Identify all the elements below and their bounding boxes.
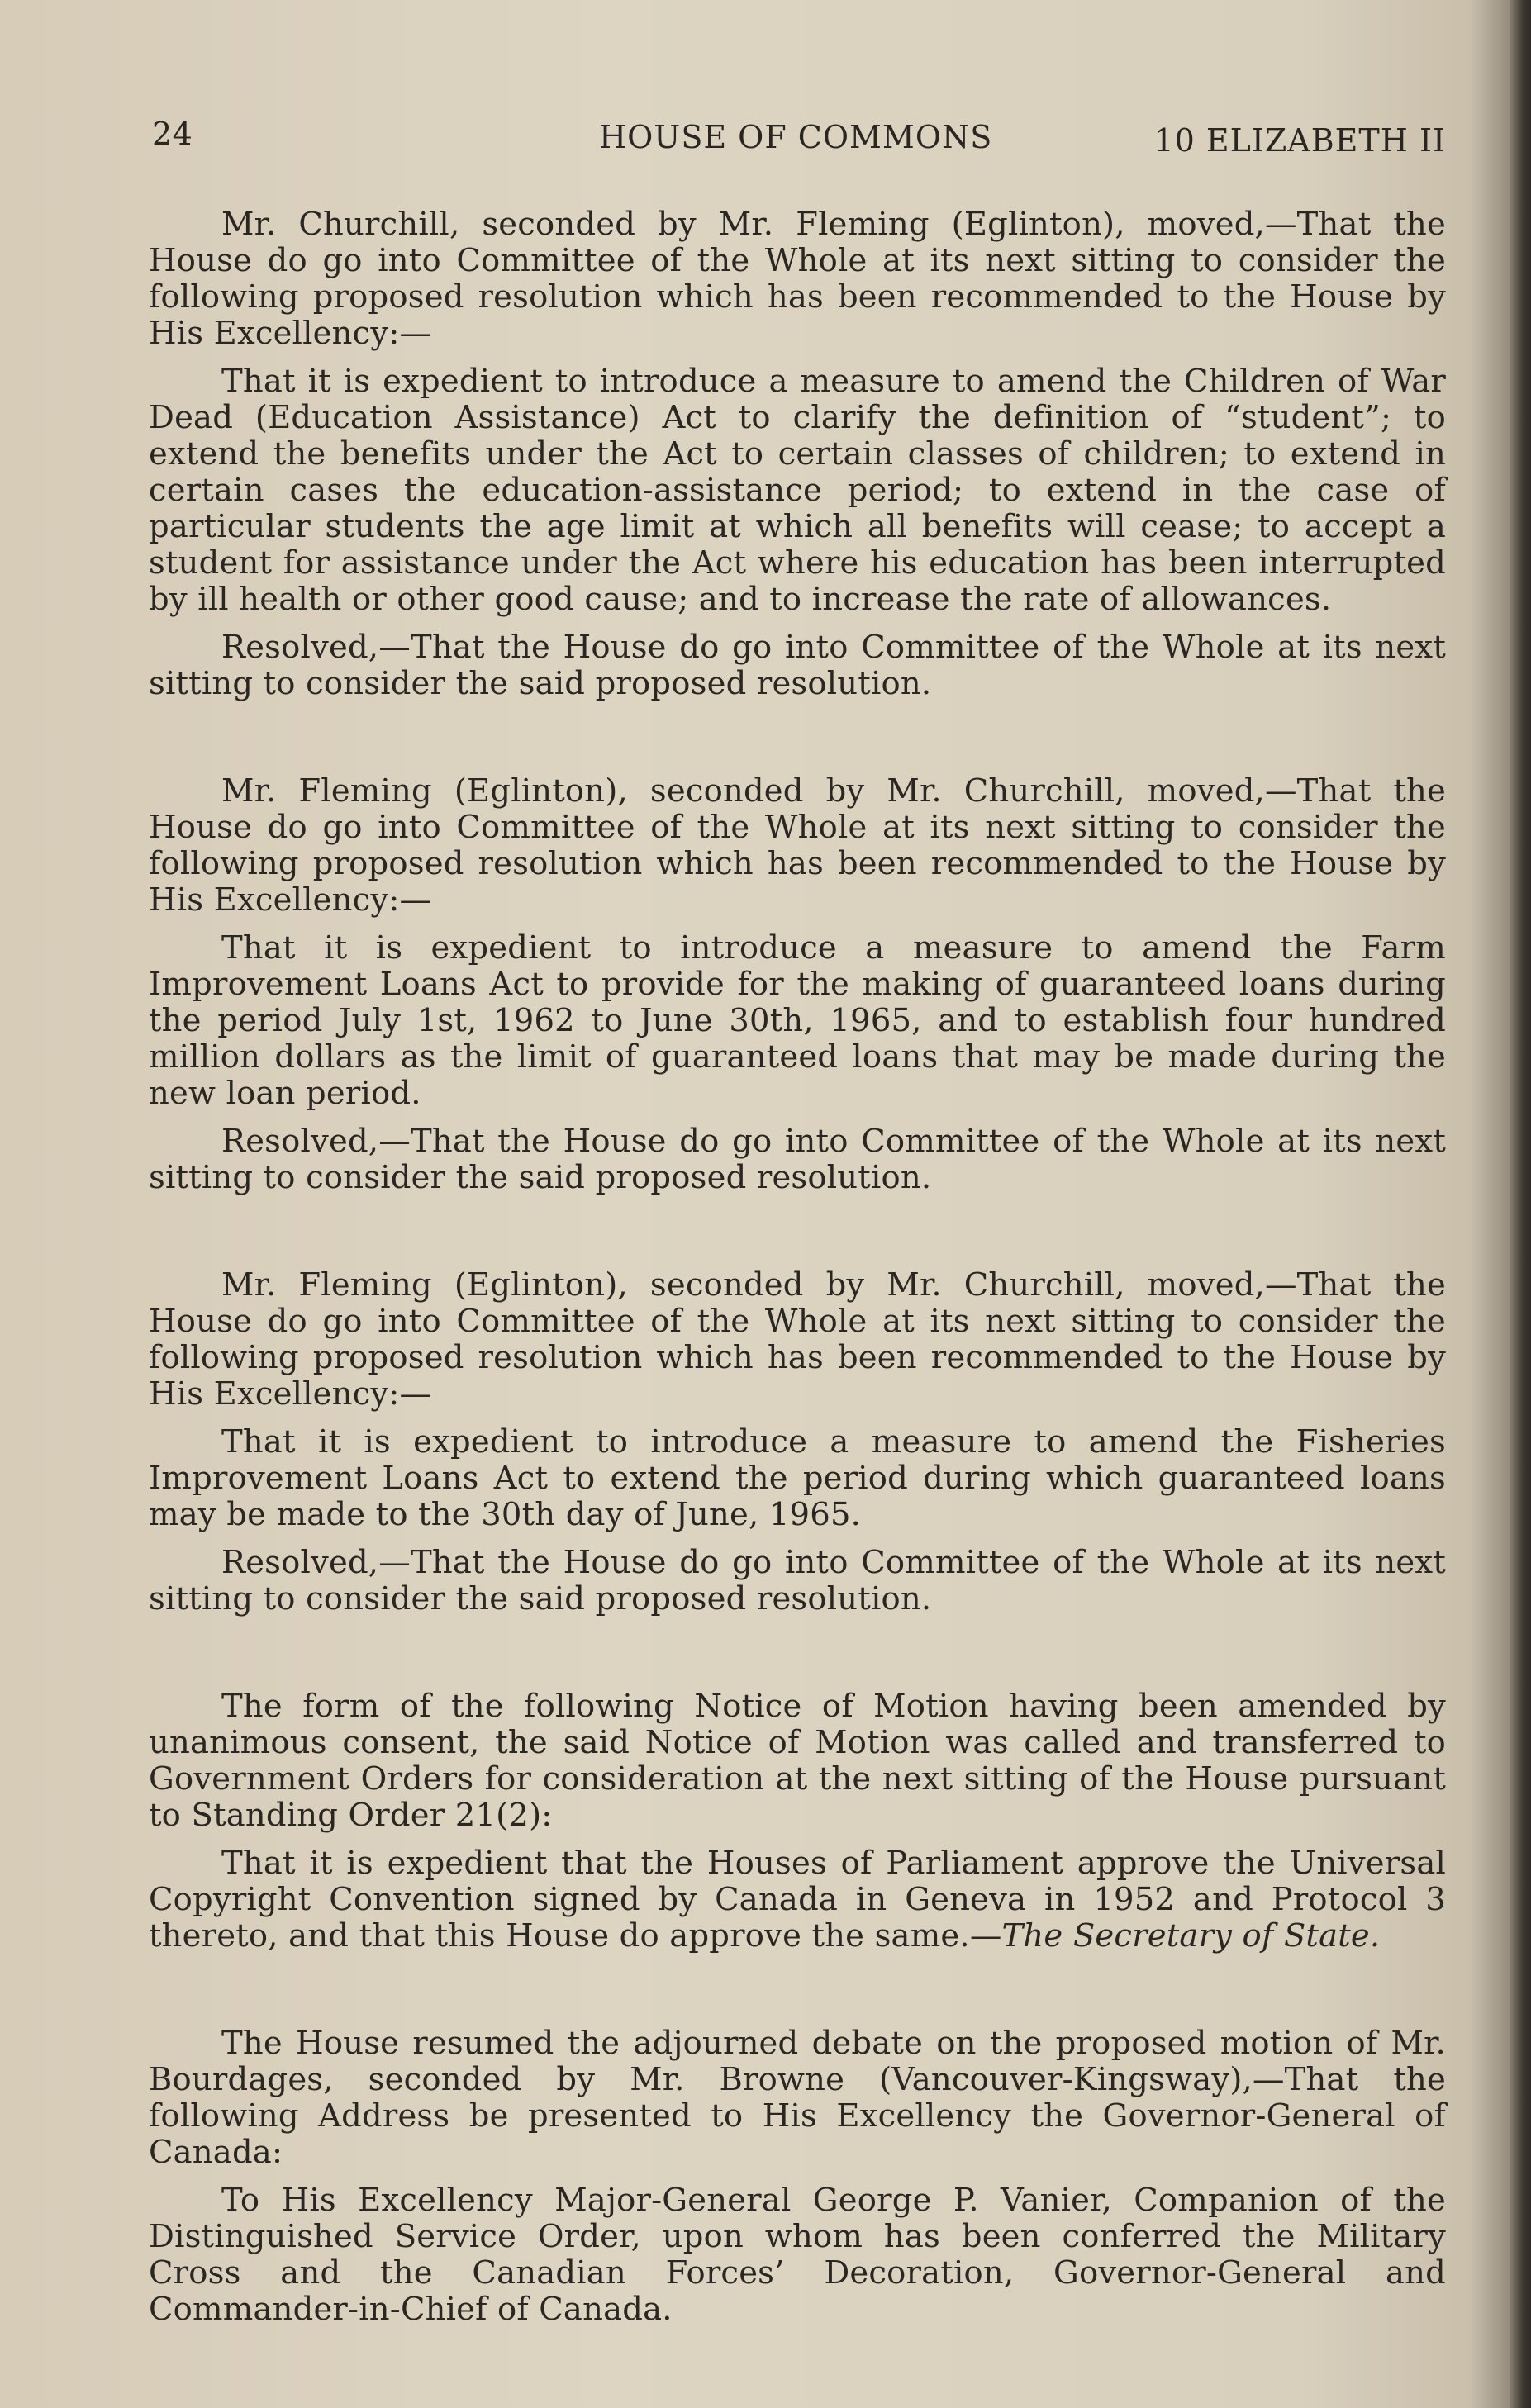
running-head [149,116,1446,165]
motion-paragraph: Mr. Fleming (Eglinton), seconded by Mr. Churchill, moved,—That the House do go into Committee of the Whole at its next sitting to consider the following proposed resolution which has been recommended to the House by His Excellency:— [149,1266,1446,1413]
notice-attribution: The Secretary of State. [1001,1917,1381,1954]
resolution-text: That it is expedient to introduce a measure to amend the Fisheries Improvement Loans Act to extend the period during which guaranteed loans may be made to the 30th day of June, 1965. [149,1423,1446,1533]
notice-text: That it is expedient that the Houses of Parliament approve the Universal Copyright Convention signed by Canada in Geneva in 1952 and Protocol 3 thereto, and that this House do approve the same.— [149,1845,1446,1954]
resolved-paragraph: Resolved,—That the House do go into Committee of the Whole at its next sitting to consider the said proposed resolution. [149,629,1446,702]
running-title: HOUSE OF COMMONS [599,119,993,155]
page-number: 24 [152,116,193,152]
resolved-paragraph: Resolved,—That the House do go into Committee of the Whole at its next sitting to consider the said proposed resolution. [149,1544,1446,1617]
page-content [149,116,1446,2328]
debate-paragraph: The House resumed the adjourned debate on the proposed motion of Mr. Bourdages, seconded by Mr. Browne (Vancouver-Kingsway),—That the following Address be presented to His Excellency the Governor-General of Canada: [149,2025,1446,2171]
resolution-text: That it is expedient to introduce a measure to amend the Children of War Dead (Education Assistance) Act to clarify the definition of “student”; to extend the benefits under the Act to certain classes of children; to extend in certain cases the education-assistance period; to extend in the case of particular students the age limit at which all benefits will cease; to accept a student for assistance under the Act where his education has been interrupted by ill health or other good cause; and to increase the rate of allowances. [149,363,1446,618]
book-gutter [1510,0,1531,2408]
regnal-year: 10 ELIZABETH II [1153,122,1446,159]
motion-paragraph: Mr. Churchill, seconded by Mr. Fleming (Eglinton), moved,—That the House do go into Committee of the Whole at its next sitting to consider the following proposed resolution which has been recommended to the House by His Excellency:— [149,206,1446,352]
address-paragraph: To His Excellency Major-General George P. Vanier, Companion of the Distinguished Service Order, upon whom has been conferred the Military Cross and the Canadian Forces’ Decoration, Governor-General and Commander-in-Chief of Canada. [149,2182,1446,2328]
resolved-paragraph: Resolved,—That the House do go into Committee of the Whole at its next sitting to consider the said proposed resolution. [149,1123,1446,1196]
notice-of-motion-text [149,1845,1446,1954]
resolution-text: That it is expedient to introduce a measure to amend the Farm Improvement Loans Act to provide for the making of guaranteed loans during the period July 1st, 1962 to June 30th, 1965, and to establish four hundred million dollars as the limit of guaranteed loans that may be made during the new loan period. [149,929,1446,1112]
notice-of-motion-paragraph: The form of the following Notice of Motion having been amended by unanimous consent, the said Notice of Motion was called and transferred to Government Orders for consideration at the next sitting of the House pursuant to Standing Order 21(2): [149,1688,1446,1834]
motion-paragraph: Mr. Fleming (Eglinton), seconded by Mr. Churchill, moved,—That the House do go into Committee of the Whole at its next sitting to consider the following proposed resolution which has been recommended to the House by His Excellency:— [149,772,1446,919]
